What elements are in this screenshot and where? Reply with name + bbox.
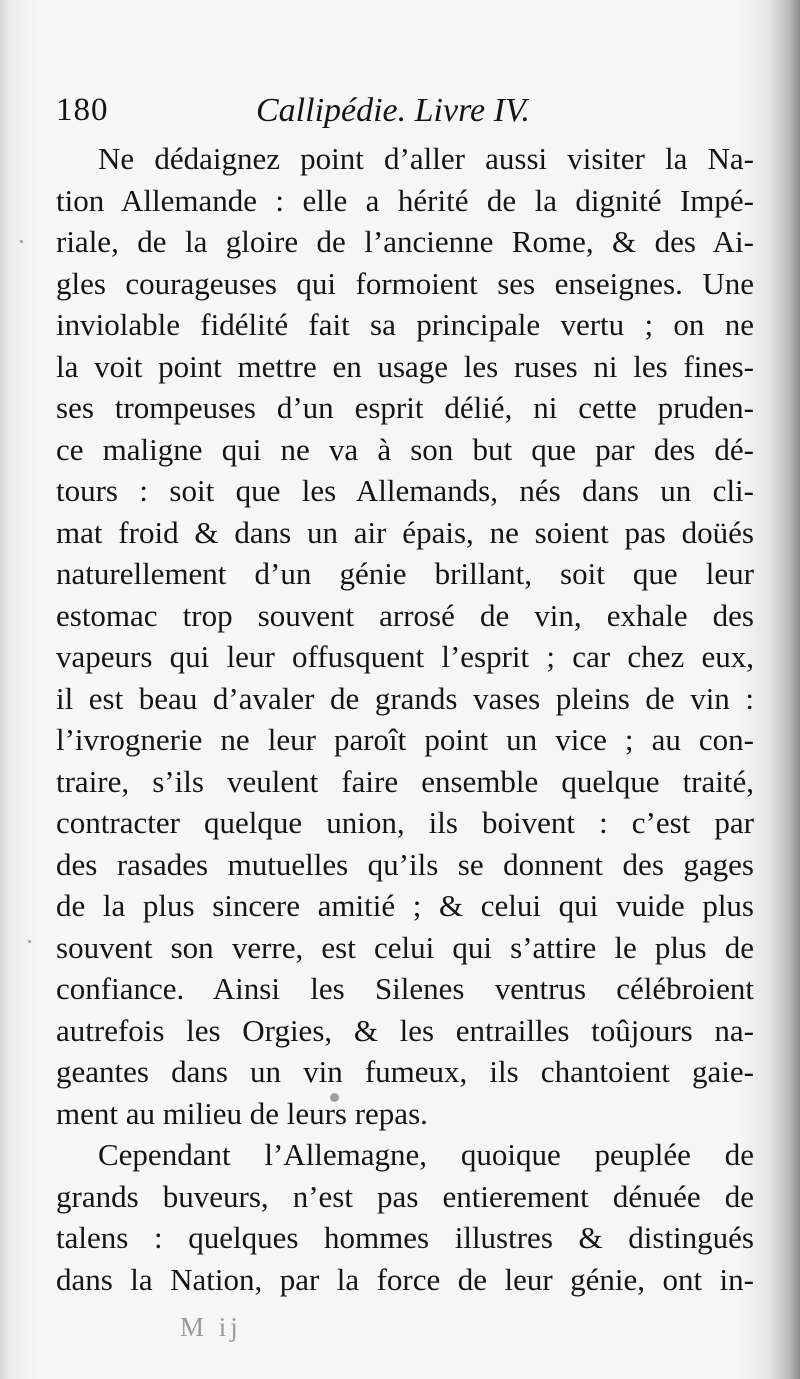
- running-title: Callipédie. Livre IV.: [256, 92, 530, 129]
- ink-speck: [28, 940, 31, 943]
- page-number: 180: [56, 92, 109, 128]
- text-line: geantes dans un vin fumeux, ils chantoient gaie-: [56, 1054, 754, 1089]
- text-line: confiance. Ainsi les Silenes ventrus célébroient: [56, 971, 754, 1006]
- text-line: ment au milieu de leurs repas.: [56, 1095, 428, 1131]
- text-line: gles courageuses qui formoient ses enseignes. Une: [56, 265, 754, 301]
- body-text: [56, 138, 754, 1300]
- text-line: estomac trop souvent arrosé de vin, exhale des: [56, 597, 754, 633]
- text-line: de la plus sincere amitié ; & celui qui vuide plus: [56, 888, 754, 923]
- text-line: l’ivrognerie ne leur paroît point un vice ; au con-: [56, 722, 754, 757]
- text-line: la voit point mettre en usage les ruses ni les fines-: [56, 348, 754, 384]
- text-line: ce maligne qui ne va à son but que par des dé-: [56, 431, 754, 467]
- text-line: contracter quelque union, ils boivent : c’est par: [56, 805, 754, 840]
- text-line: mat froid & dans un air épais, ne soient pas doüés: [56, 514, 754, 550]
- text-line: vapeurs qui leur offusquent l’esprit ; car chez eux,: [56, 639, 754, 674]
- text-line: autrefois les Orgies, & les entrailles toûjours na-: [56, 1012, 754, 1048]
- text-line: tion Allemande : elle a hérité de la dignité Impé-: [56, 182, 754, 218]
- page-header: [56, 92, 716, 136]
- paragraph-2: [56, 1134, 754, 1300]
- text-line: traire, s’ils veulent faire ensemble quelque traité,: [56, 763, 754, 799]
- text-line: naturellement d’un génie brillant, soit que leur: [56, 556, 754, 591]
- text-line: dans la Nation, par la force de leur génie, ont in-: [56, 1261, 754, 1297]
- text-line: tours : soit que les Allemands, nés dans un cli-: [56, 473, 754, 508]
- text-line: inviolable fidélité fait sa principale vertu ; on ne: [56, 307, 754, 342]
- text-line: il est beau d’avaler de grands vases pleins de vin :: [56, 680, 754, 716]
- ink-speck: [20, 240, 23, 243]
- text-line: grands buveurs, n’est pas entierement dénuée de: [56, 1178, 754, 1214]
- text-line: Ne dédaignez point d’aller aussi visiter la Na-: [98, 141, 754, 176]
- text-line: riale, de la gloire de l’ancienne Rome, & des Ai-: [56, 224, 754, 259]
- text-line: talens : quelques hommes illustres & distingués: [56, 1220, 754, 1255]
- signature-mark: M ij: [180, 1312, 242, 1342]
- text-line: ses trompeuses d’un esprit délié, ni cette pruden-: [56, 390, 754, 425]
- text-line: des rasades mutuelles qu’ils se donnent des gages: [56, 846, 754, 882]
- text-line: Cependant l’Allemagne, quoique peuplée de: [98, 1137, 754, 1172]
- text-line: souvent son verre, est celui qui s’attire le plus de: [56, 929, 754, 965]
- paragraph-1: [56, 138, 754, 1134]
